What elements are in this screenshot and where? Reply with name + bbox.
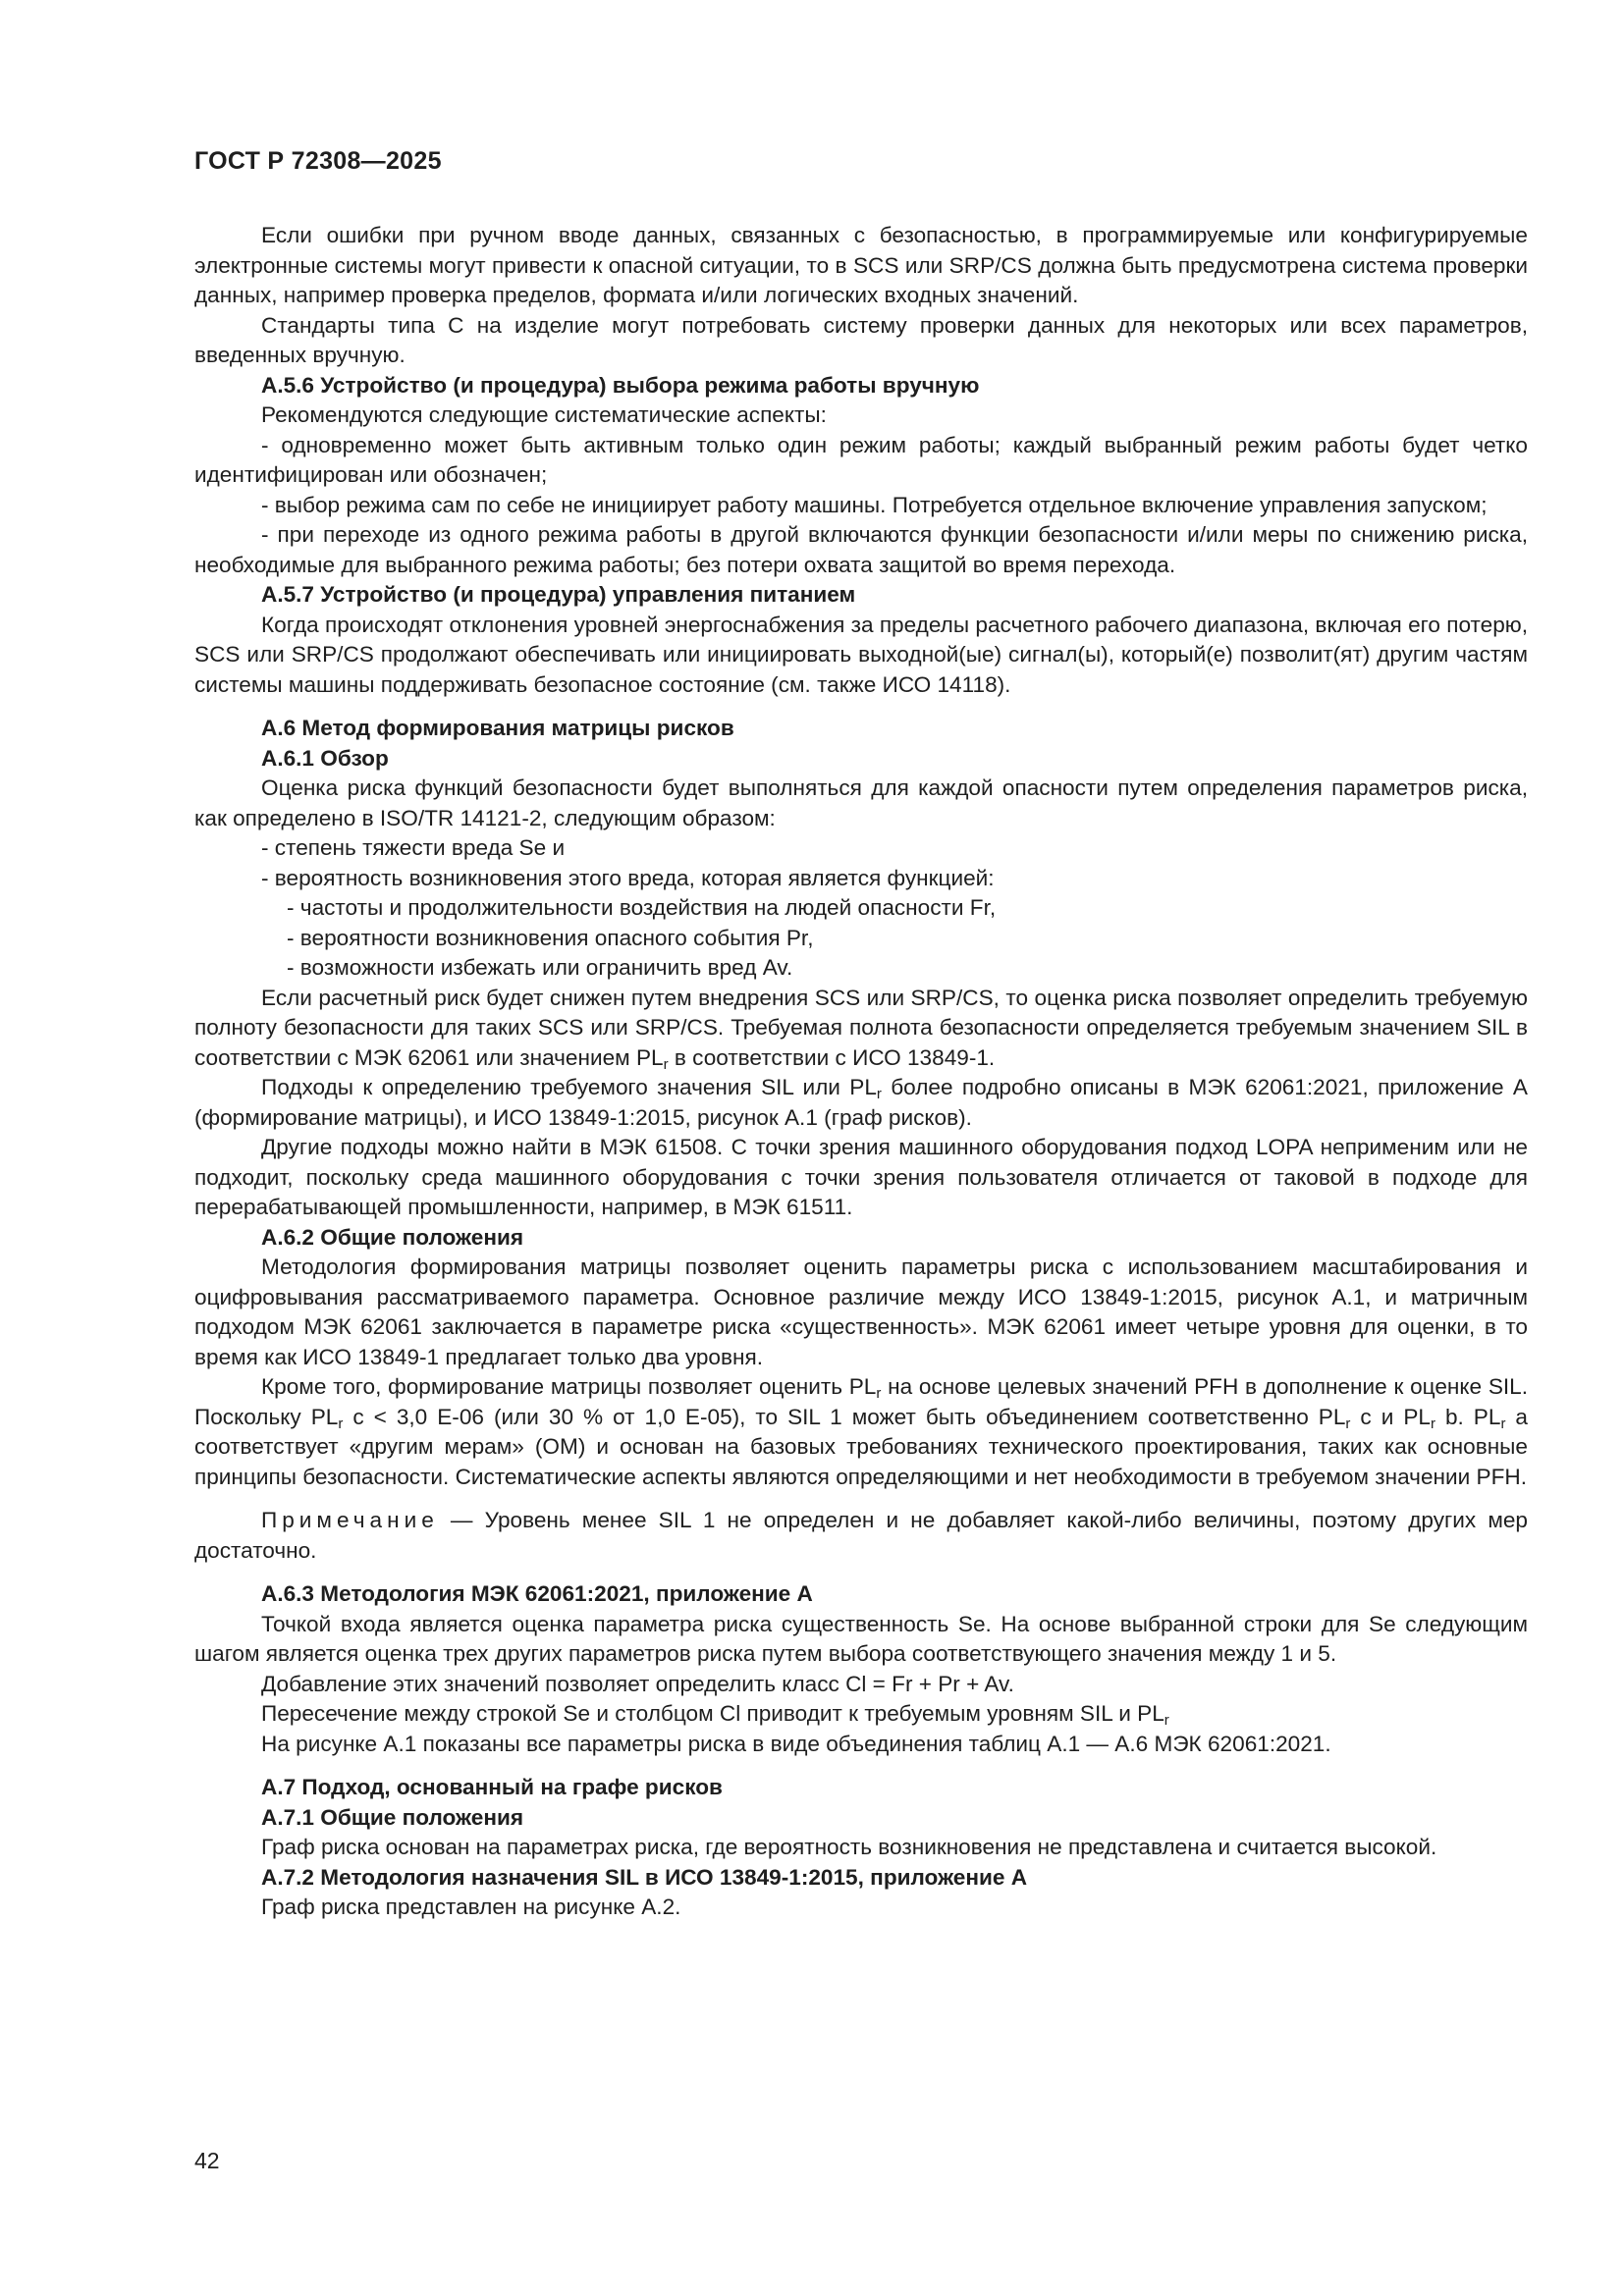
paragraph: Когда происходят отклонения уровней энергоснабжения за пределы расчетного рабочего диапазона, включая его потерю, SCS или SRP/CS продолжают обеспечивать или инициировать выходной(ые) сигнал(ы), который(е) позволит(ят) другим частям системы машины поддерживать безопасное состояние (см. также ИСО 14118). — [194, 612, 1528, 697]
paragraph: Граф риска представлен на рисунке А.2. — [261, 1895, 681, 1919]
page-number: 42 — [194, 2148, 220, 2173]
note-label: Примечание — [261, 1508, 439, 1532]
section-heading-a7: А.7 Подход, основанный на графе рисков — [261, 1775, 723, 1799]
section-heading-a61: А.6.1 Обзор — [261, 745, 389, 771]
paragraph: Если ошибки при ручном вводе данных, связанных с безопасностью, в программируемые или конфигурируемые электронные системы могут привести к опасной ситуации, то в SCS или SRP/CS должна быть предусмотрена система проверки данных, например проверка пределов, формата и/или логических входных значений. — [194, 223, 1528, 307]
paragraph: Точкой входа является оценка параметра риска существенность Se. На основе выбранной строки для Se следующим шагом является оценка трех других параметров риска путем выбора соответствующего значения между 1 и 5. — [194, 1611, 1528, 1666]
list-item-nested: - вероятности возникновения опасного события Pr, — [287, 925, 814, 950]
list-item: - при переходе из одного режима работы в другой включаются функции безопасности и/или меры по снижению риска, необходимые для выбранного режима работы; без потери охвата защитой во время перехода. — [194, 522, 1528, 577]
paragraph: Другие подходы можно найти в МЭК 61508. С точки зрения машинного оборудования подход LOPA неприменим или не подходит, поскольку среда машинного оборудования с точки зрения пользователя отличается от таковой в подходе для перерабатывающей промышленности, например, в МЭК 61511. — [194, 1135, 1528, 1219]
paragraph: Если расчетный риск будет снижен путем внедрения SCS или SRP/CS, то оценка риска позволяет определить требуемую полноту безопасности для таких SCS или SRP/CS. Требуемая полнота безопасности определяется требуемым значением SIL в соответствии с МЭК 62061 или значением $PL_r$ в соответствии с ИСО 13849-1. — [194, 985, 1528, 1073]
paragraph: Подходы к определению требуемого значения SIL или $PL_r$ более подробно описаны в МЭК 62061:2021, приложение А (формирование матрицы), и ИСО 13849-1:2015, рисунок А.1 (граф рисков). — [194, 1075, 1528, 1130]
list-item-nested: - возможности избежать или ограничить вред Av. — [287, 955, 793, 980]
section-heading-a62: А.6.2 Общие положения — [261, 1224, 524, 1250]
paragraph: Пересечение между строкой Se и столбцом Cl приводит к требуемым уровням SIL и $PL_r$ — [261, 1701, 1169, 1729]
list-item: - вероятность возникновения этого вреда, которая является функцией: — [261, 865, 995, 890]
paragraph: Кроме того, формирование матрицы позволяет оценить $PL_r$ на основе целевых значений PFH в дополнение к оценке SIL. Поскольку $PL_r$ c < 3,0 E-06 (или 30 % от 1,0 E-05), то SIL 1 может быть объединением соответственно $PL_r$ c и $PL_r$ b. $PL_r$ а соответствует «другим мерам» (OM) и основан на базовых требованиях технического проектирования, таких как основные принципы безопасности. Систематические аспекты являются определяющими и нет необходимости в требуемом значении PFH. — [194, 1374, 1529, 1489]
section-heading-a71: А.7.1 Общие положения — [261, 1804, 524, 1830]
document-header: ГОСТ Р 72308—2025 — [194, 147, 442, 175]
list-item: - одновременно может быть активным только один режим работы; каждый выбранный режим работы будет четко идентифицирован или обозначен; — [194, 432, 1528, 487]
section-heading-a72: А.7.2 Методология назначения SIL в ИСО 13849-1:2015, приложение А — [261, 1864, 1028, 1890]
section-heading-a56: А.5.6 Устройство (и процедура) выбора режима работы вручную — [261, 372, 980, 398]
paragraph: Оценка риска функций безопасности будет выполняться для каждой опасности путем определения параметров риска, как определено в ISO/TR 14121-2, следующим образом: — [194, 775, 1528, 830]
paragraph: Добавление этих значений позволяет определить класс Cl = Fr + Pr + Av. — [261, 1671, 1014, 1696]
section-heading-a6: А.6 Метод формирования матрицы рисков — [261, 716, 734, 740]
paragraph: Методология формирования матрицы позволяет оценить параметры риска с использованием масштабирования и оцифровывания рассматриваемого параметра. Основное различие между ИСО 13849-1:2015, рисунок А.1, и матричным подходом МЭК 62061 заключается в параметре риска «существенность». МЭК 62061 имеет четыре уровня для оценки, в то время как ИСО 13849-1 предлагает только два уровня. — [194, 1255, 1528, 1369]
list-item-nested: - частоты и продолжительности воздействия на людей опасности Fr, — [287, 895, 997, 920]
section-heading-a57: А.5.7 Устройство (и процедура) управления питанием — [261, 582, 856, 607]
paragraph: Стандарты типа С на изделие могут потребовать систему проверки данных для некоторых или всех параметров, введенных вручную. — [194, 312, 1528, 367]
page-body — [194, 221, 1528, 1923]
paragraph: Рекомендуются следующие систематические аспекты: — [261, 402, 827, 427]
list-item: - выбор режима сам по себе не инициирует работу машины. Потребуется отдельное включение управления запуском; — [261, 492, 1488, 517]
paragraph: На рисунке А.1 показаны все параметры риска в виде объединения таблиц А.1 — А.6 МЭК 62061:2021. — [261, 1731, 1331, 1756]
paragraph: Граф риска основан на параметрах риска, где вероятность возникновения не представлена и считается высокой. — [261, 1835, 1437, 1859]
section-heading-a63: А.6.3 Методология МЭК 62061:2021, приложение А — [261, 1581, 813, 1606]
note: Примечание — Уровень менее SIL 1 не определен и не добавляет какой-либо величины, поэтому других мер достаточно. — [194, 1508, 1528, 1563]
list-item: - степень тяжести вреда Se и — [261, 835, 566, 860]
